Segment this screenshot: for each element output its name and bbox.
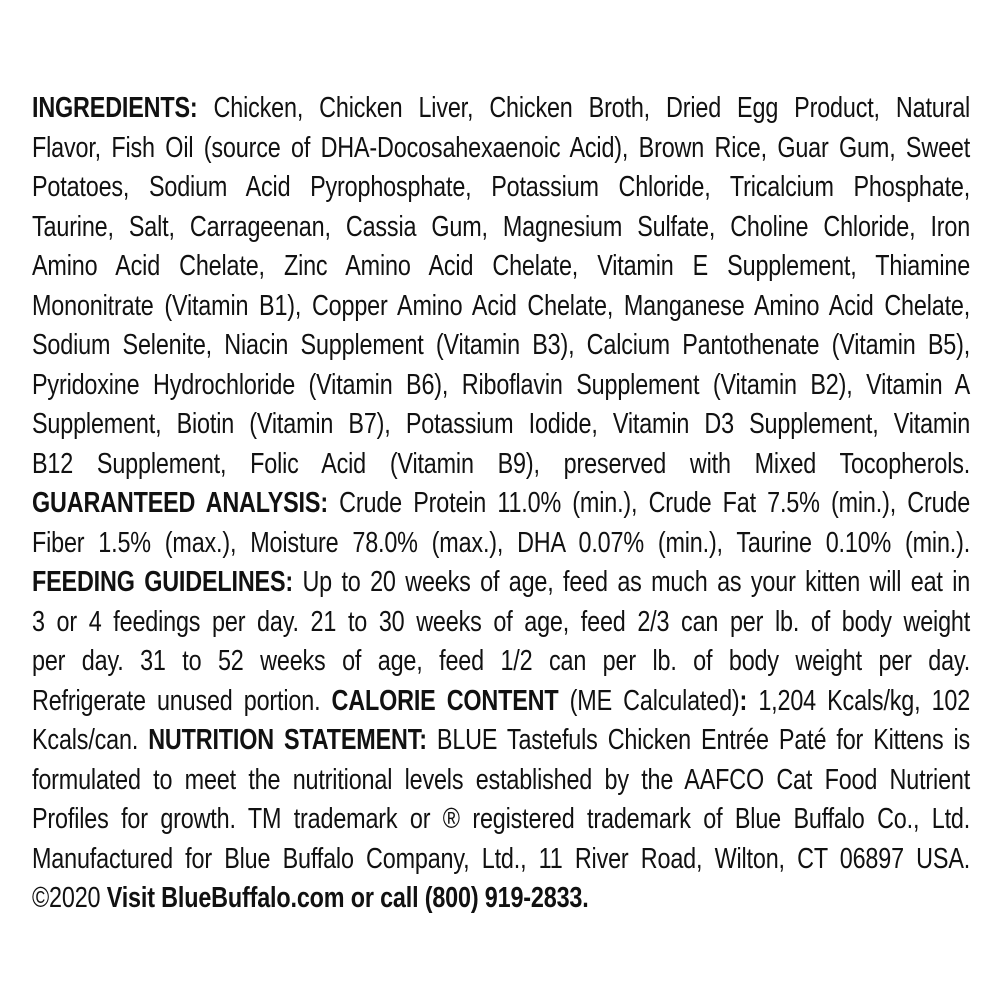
nutrition-line-4: Manufactured for Blue Buffalo Company, Ltd., 11 River Road, Wilton, CT 06897 USA. [32,842,971,875]
copyright: ©2020 [32,882,101,914]
nutrition-statement-heading: NUTRITION STATEMENT: [148,724,427,756]
ingredients-line-3: Potatoes, Sodium Acid Pyrophosphate, Potassium Chloride, Tricalcium Phosphate, [32,171,971,203]
ingredients-line-7: Sodium Selenite, Niacin Supplement (Vitamin B3), Calcium Pantothenate (Vitamin B5), [32,329,971,361]
guaranteed-analysis-heading: GUARANTEED ANALYSIS: [32,487,328,519]
ingredients-line-4: Taurine, Salt, Carrageenan, Cassia Gum, Magnesium Sulfate, Choline Chloride, Iron [32,210,971,243]
feeding-line-1 [32,563,970,603]
contact-text: Visit BlueBuffalo.com or call (800) 919-2833. [106,882,589,914]
ingredients-line-5: Amino Acid Chelate, Zinc Amino Acid Chelate, Vitamin E Supplement, Thiamine [32,250,971,282]
calorie-value: 1,204 Kcals/kg, 102 [758,684,971,717]
nutrition-line-3: Profiles for growth. TM trademark or ® registered trademark of Blue Buffalo Co., Ltd. [32,803,971,835]
label-text-block [32,89,970,919]
calorie-content-heading: CALORIE CONTENT [331,684,559,717]
ingredients-line-6: Mononitrate (Vitamin B1), Copper Amino Acid Chelate, Manganese Amino Acid Chelate, [32,289,971,322]
nutrition-text: BLUE Tastefuls Chicken Entrée Paté for Kittens is [436,724,971,756]
analysis-line-1 [32,484,970,524]
feeding-text: Up to 20 weeks of age, feed as much as your kitten will eat in [302,566,971,598]
feeding-guidelines-heading: FEEDING GUIDELINES: [32,566,294,598]
ingredients-line-2: Flavor, Fish Oil (source of DHA-Docosahexaenoic Acid), Brown Rice, Guar Gum, Sweet [32,131,971,164]
refrigerate-text: Refrigerate unused portion. [32,684,321,717]
calorie-qualifier: (ME Calculated) [569,684,740,717]
nutrition-line-1 [32,721,970,761]
calorie-per-can: Kcals/can. [32,724,139,756]
feeding-line-3: per day. 31 to 52 weeks of age, feed 1/2 can per lb. of body weight per day. [32,645,971,677]
ingredients-line-10: B12 Supplement, Folic Acid (Vitamin B9), preserved with Mixed Tocopherols. [32,447,971,480]
nutrition-line-2: formulated to meet the nutritional levels established by the AAFCO Cat Food Nutrient [32,763,971,796]
ingredients-line-1 [32,89,970,129]
ingredients-line-9: Supplement, Biotin (Vitamin B7), Potassium Iodide, Vitamin D3 Supplement, Vitamin [32,408,971,440]
calorie-colon: : [739,684,748,717]
analysis-text: Crude Protein 11.0% (min.), Crude Fat 7.5% (min.), Crude [339,487,971,519]
footer-line [32,879,970,919]
ingredients-heading: INGREDIENTS: [32,92,198,124]
feeding-line-2: 3 or 4 feedings per day. 21 to 30 weeks of age, feed 2/3 can per lb. of body weight [32,605,971,638]
ingredients-text: Chicken, Chicken Liver, Chicken Broth, Dried Egg Product, Natural [213,92,971,124]
ingredients-line-8: Pyridoxine Hydrochloride (Vitamin B6), Riboflavin Supplement (Vitamin B2), Vitamin A [32,368,971,401]
calorie-line-1 [32,682,970,722]
analysis-line-2: Fiber 1.5% (max.), Moisture 78.0% (max.), DHA 0.07% (min.), Taurine 0.10% (min.). [32,526,971,559]
